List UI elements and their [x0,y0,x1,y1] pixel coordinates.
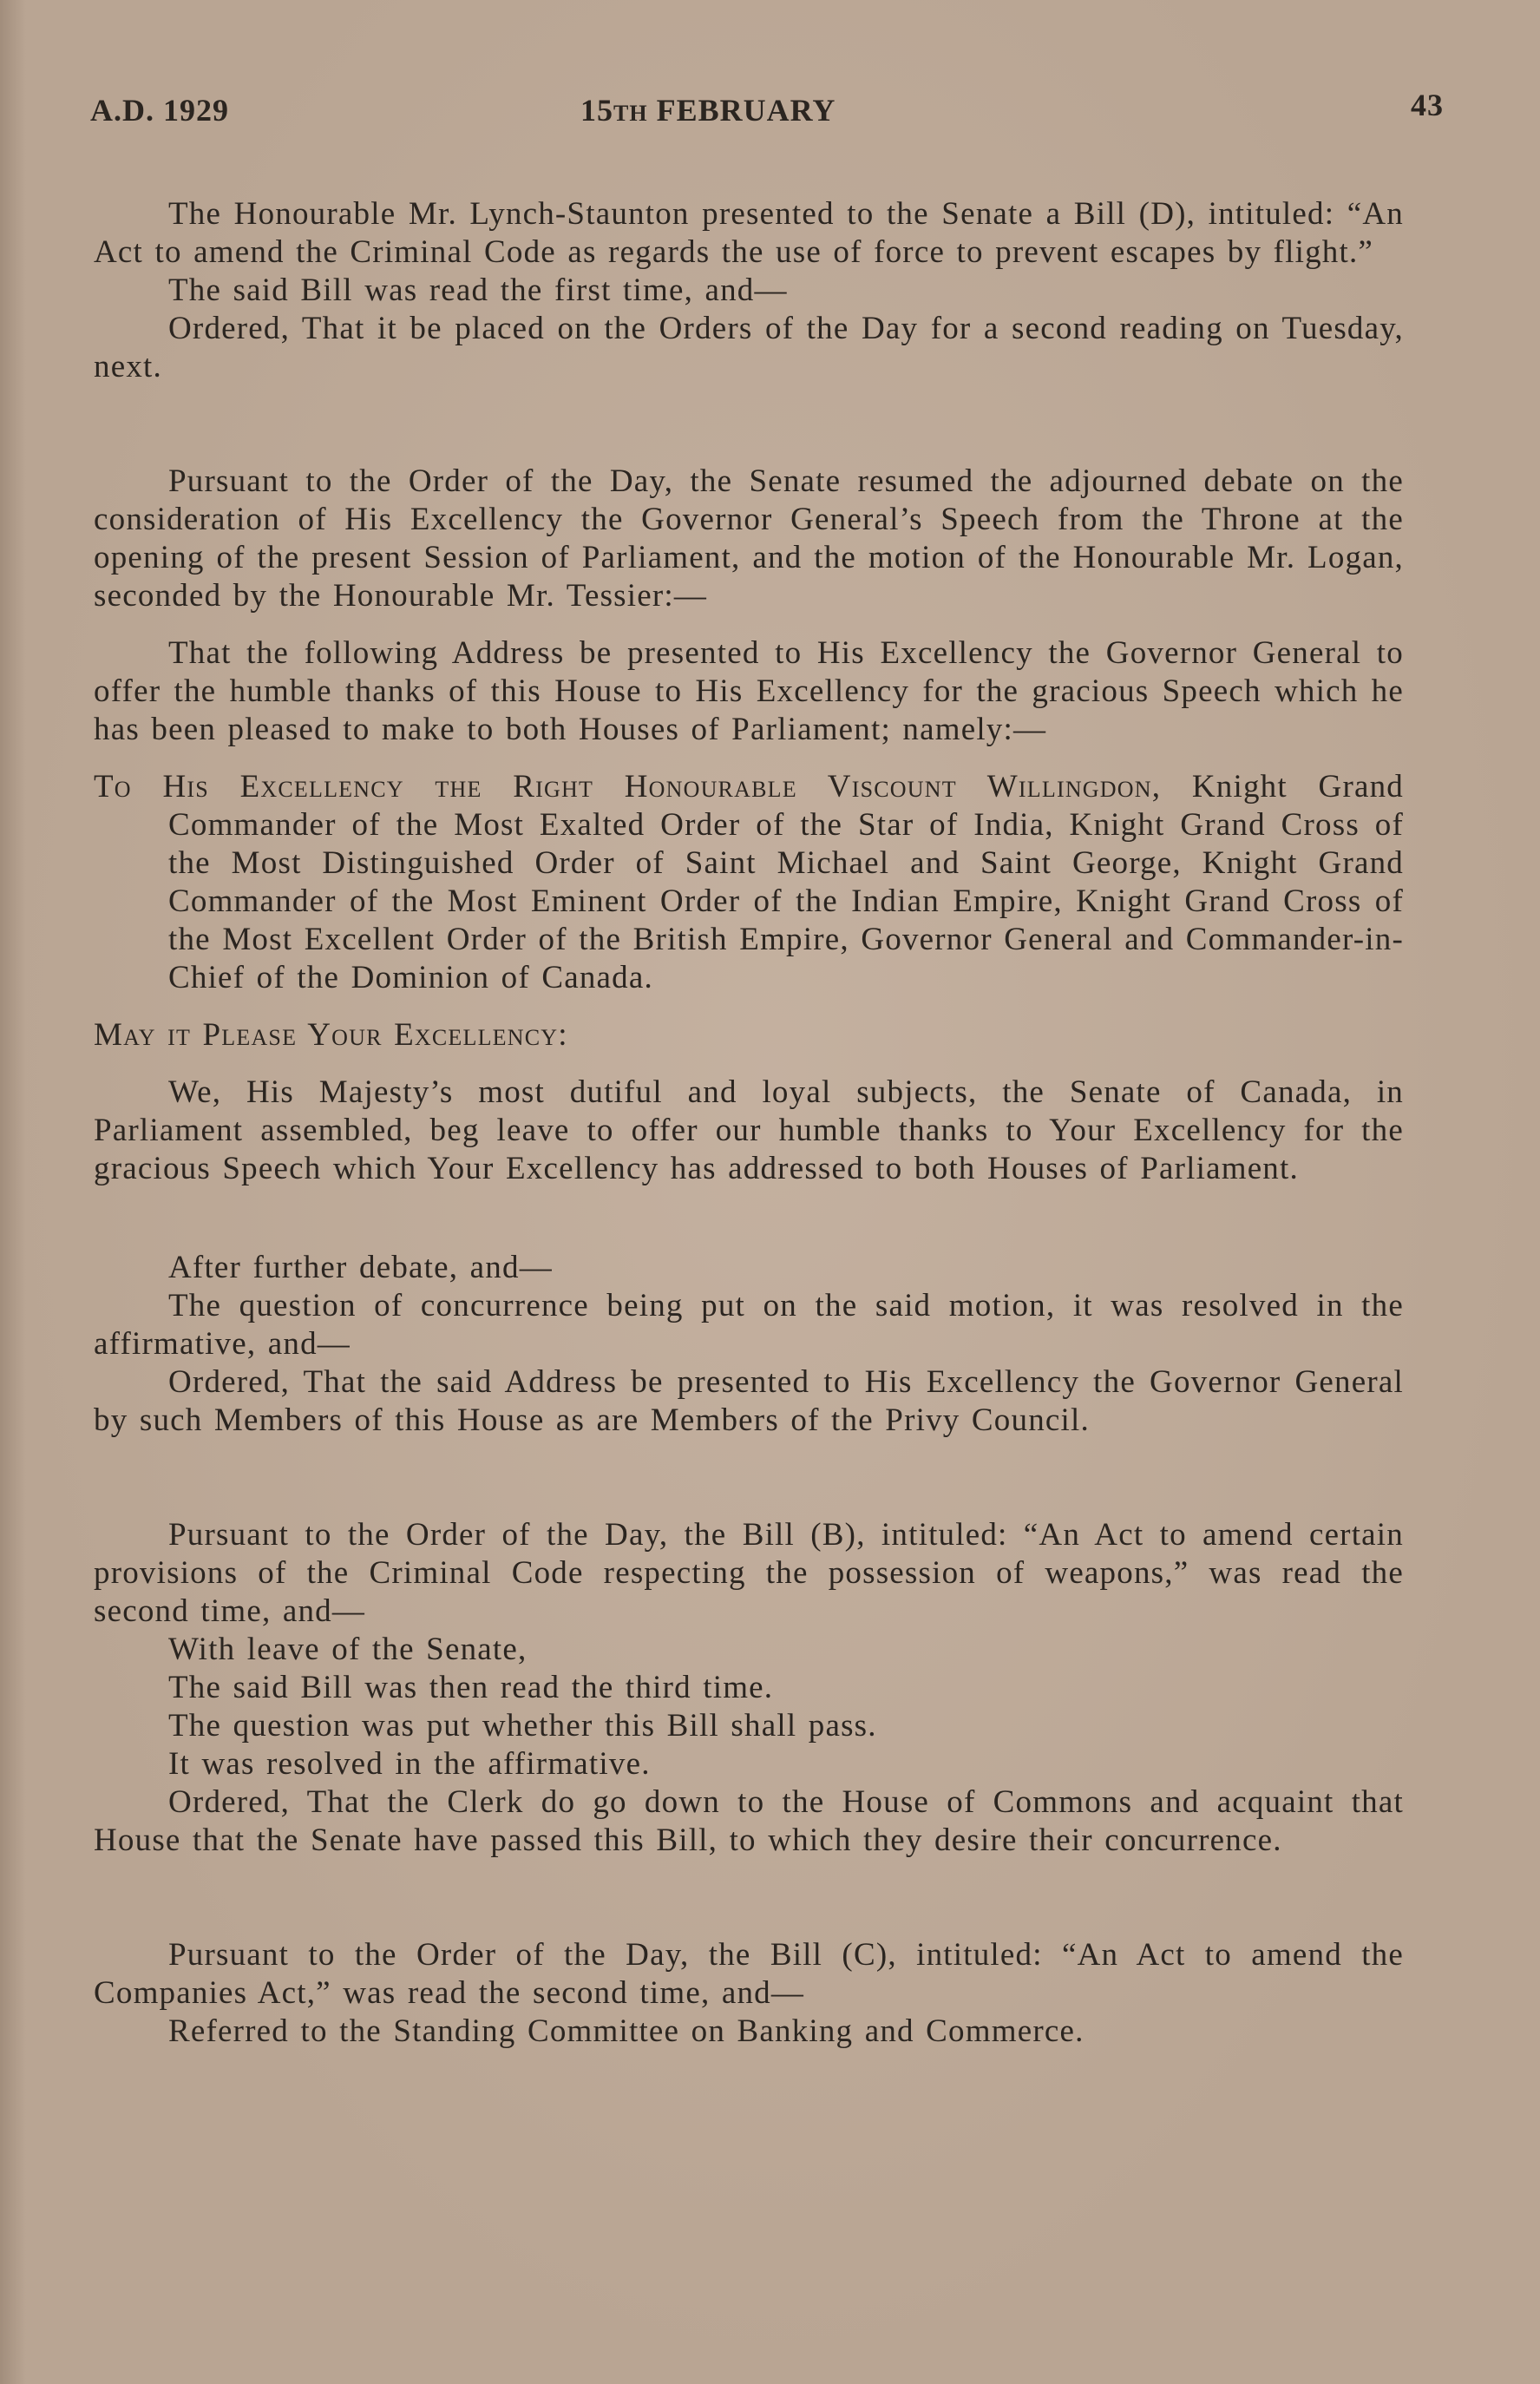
bill-b-third-reading: The said Bill was then read the third time. [168,1670,774,1705]
further-debate: After further debate, and— [168,1250,553,1285]
header-day-suffix: TH [613,101,648,126]
bill-b-question: The question was put whether this Bill shall pass. [168,1708,877,1744]
salutation: May it Please Your Excellency: [94,1017,568,1053]
address-text: We, His Majesty’s most dutiful and loyal subjects, the Senate of Canada, in Parliament assembled, beg leave to offer our humble thanks to Your Excellency for the gracious Speech which Your Excellency has addressed to both Houses of Parliament. [94,1074,1404,1186]
address-honours: Knight Grand Commander of the Most Exalted Order of the Star of India, Knight Grand Cross of the Most Distinguished Order of Saint Michael and Saint George, Knight Grand Commander of the Most Eminent Order of the Indian Empire, Knight Grand Cross of the Most Excellent Order of the British Empire, Governor General and Commander-in-Chief of the Dominion of Canada. [168,769,1404,995]
bill-d-presented: The Honourable Mr. Lynch-Staunton presented to the Senate a Bill (D), intituled: “An Act to amend the Criminal Code as regards the use of force to prevent escapes by flight.” [94,196,1404,270]
bill-d-first-reading: The said Bill was read the first time, and— [168,273,788,308]
question-resolved: The question of concurrence being put on the said motion, it was resolved in the affirmative, and— [94,1288,1404,1362]
header-day: 15 [580,93,613,128]
running-header [90,87,1444,139]
bill-b-second-reading: Pursuant to the Order of the Day, the Bill (B), intituled: “An Act to amend certain provisions of the Criminal Code respecting the possession of weapons,” was read the second time, and— [94,1517,1404,1629]
address-recipient [94,768,1404,997]
bill-d-order: Ordered, That it be placed on the Orders of the Day for a second reading on Tuesday, next. [94,311,1404,384]
bill-c-second-reading: Pursuant to the Order of the Day, the Bill (C), intituled: “An Act to amend the Companies Act,” was read the second time, and— [94,1937,1404,2011]
address-title: To His Excellency the Right Honourable Viscount Willingdon, [94,769,1162,805]
bill-b-resolved: It was resolved in the affirmative. [168,1746,651,1782]
header-year: A.D. 1929 [90,93,229,128]
header-month: FEBRUARY [656,93,836,128]
bill-b-leave: With leave of the Senate, [168,1632,528,1667]
address-order: Ordered, That the said Address be presented to His Excellency the Governor General by such Members of this House as are Members of the Privy Council. [94,1364,1404,1438]
page-body [94,195,1404,2051]
page-number: 43 [1411,88,1444,122]
bill-b-order: Ordered, That the Clerk do go down to the House of Commons and acquaint that House that the Senate have passed this Bill, to which they desire their concurrence. [94,1784,1404,1858]
header-date [580,92,836,128]
address-motion: That the following Address be presented to His Excellency the Governor General to offer the humble thanks of this House to His Excellency for the gracious Speech which he has been pleased to make to both Houses of Parliament; namely:— [94,635,1404,747]
debate-resumed: Pursuant to the Order of the Day, the Senate resumed the adjourned debate on the consideration of His Excellency the Governor General’s Speech from the Throne at the opening of the present Session of Parliament, and the motion of the Honourable Mr. Logan, seconded by the Honourable Mr. Tessier:— [94,463,1404,614]
bill-c-referred: Referred to the Standing Committee on Banking and Commerce. [168,2013,1085,2049]
